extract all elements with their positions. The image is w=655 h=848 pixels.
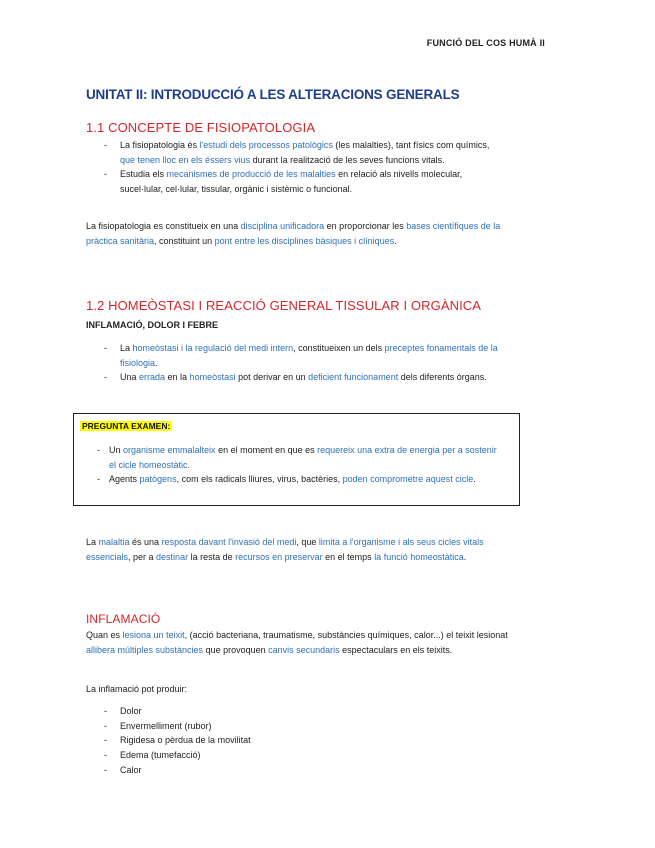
list-item [86, 167, 506, 196]
text: Una [120, 372, 140, 383]
text: , constitueixen un dels [293, 343, 385, 353]
unit-title: UNITAT II: INTRODUCCIÓ A LES ALTERACIONS GENERALS [86, 87, 460, 102]
text: en la [165, 372, 190, 383]
text: que provoquen [203, 644, 269, 655]
symptom-item: - Dolor [86, 704, 514, 719]
paragraph-malaltia [86, 535, 506, 564]
paragraph-inflamacio-produir: La inflamació pot produir: [86, 684, 188, 694]
symptom-item: - Envermelliment (rubor) [86, 719, 514, 734]
highlight: preceptes fonamentals de la fisiologia [120, 343, 498, 368]
text: , com els radicals lliures, virus, bactèries, [176, 474, 343, 485]
paragraph-fisiopatologia [86, 219, 504, 248]
section-subtitle: INFLAMACIÓ, DOLOR I FEBRE [86, 320, 218, 330]
text: Estudia els [120, 169, 167, 180]
highlight: homeòstasi [189, 372, 236, 383]
highlight: malaltia [98, 537, 130, 547]
text: durant la realització de les seves funcions vitals. [250, 154, 445, 165]
highlight: allibera múltiples substàncies [86, 644, 204, 655]
text: en el moment en que es [215, 445, 318, 455]
text: en proporcionar les [324, 221, 407, 231]
symptom-item: - Rigidesa o pèrdua de la movilitat [86, 733, 514, 748]
inflamacio-symptoms-list [86, 704, 514, 778]
text: La [120, 343, 133, 353]
section-title-1-2: 1.2 HOMEÒSTASI I REACCIÓ GENERAL TISSULAR I ORGÀNICA [86, 298, 482, 313]
highlight: homeòstasi i la regulació del medi intern [132, 343, 294, 353]
text: pot derivar en un [235, 372, 309, 383]
highlight: destinar [156, 551, 189, 562]
text: és una [129, 537, 162, 547]
text: espectaculars en els teixits. [339, 644, 453, 655]
section-title-1-1: 1.1 CONCEPTE DE FISIOPATOLOGIA [86, 120, 316, 135]
text: . [463, 551, 467, 562]
exam-list [82, 443, 502, 487]
text: la resta de [188, 551, 236, 562]
highlight: l'estudi dels processos patològics [199, 140, 333, 150]
text: . [155, 357, 158, 368]
highlight: poden comprometre aquest cicle [342, 474, 474, 485]
highlight: organisme emmalalteix [123, 445, 216, 455]
exam-question-box [73, 413, 520, 506]
highlight: limita a l'organisme i als seus cicles vitals essencials [86, 537, 484, 562]
highlight: bases científiques de la pràctica sanitària [86, 221, 501, 246]
highlight: disciplina unificadora [240, 221, 325, 231]
text: , per a [128, 551, 157, 562]
highlight: canvis secundaris [268, 644, 340, 655]
text: , que [296, 537, 319, 547]
text: . [394, 235, 397, 246]
highlight: la funció homeostàtica [374, 551, 464, 562]
text: en el temps [322, 551, 375, 562]
text: dels diferents òrgans. [398, 372, 487, 383]
highlight: recursos en preservar [235, 551, 323, 562]
symptom-item: - Edema (tumefacció) [86, 748, 514, 763]
inflamacio-title: INFLAMACIÓ [86, 612, 161, 626]
text: , constituint un [154, 235, 215, 246]
text: Quan es [86, 630, 123, 640]
list-item [86, 138, 506, 167]
text: . [187, 459, 191, 470]
highlight: resposta davant l'invasió del medi [161, 537, 297, 547]
text: La fisiopatologia es constitueix en una [86, 221, 241, 231]
exam-label: PREGUNTA EXAMEN: [82, 421, 171, 431]
symptom-item: - Calor [86, 763, 514, 778]
list-item [82, 472, 502, 487]
section-1-2-list [86, 341, 500, 385]
text: , (acció bacteriana, traumatisme, substàncies químiques, calor...) el teixit lesionat [184, 630, 508, 640]
text: en relació als nivells molecular, sucel·lular, cel·lular, tissular, orgànic i sistèmic o funcional. [120, 169, 463, 195]
highlight: que tenen lloc en els éssers vius [120, 154, 251, 165]
highlight: lesiona un teixit [122, 630, 185, 640]
page-header: FUNCIÓ DEL COS HUMÀ II [426, 38, 545, 48]
paragraph-inflamacio [86, 628, 516, 657]
text: Un [109, 445, 124, 455]
list-item [86, 370, 500, 385]
highlight: errada [139, 372, 166, 383]
highlight: deficient funcionament [308, 372, 399, 383]
highlight: pont entre les disciplines bàsiques i clíniques [214, 235, 395, 246]
list-item [82, 443, 502, 472]
list-item [86, 341, 500, 370]
text: Agents [109, 474, 140, 485]
text: La fisiopatologia és [120, 140, 200, 150]
text: . [473, 474, 476, 485]
highlight: patògens [139, 474, 177, 485]
highlight: mecanismes de producció de les malalties [166, 169, 336, 180]
text: La [86, 537, 99, 547]
highlight: requereix una extra de energia per a sostenir el cicle homeostàtic [109, 445, 497, 470]
text: (les malalties), tant físics com químics, [332, 140, 490, 150]
section-1-1-list [86, 138, 506, 197]
